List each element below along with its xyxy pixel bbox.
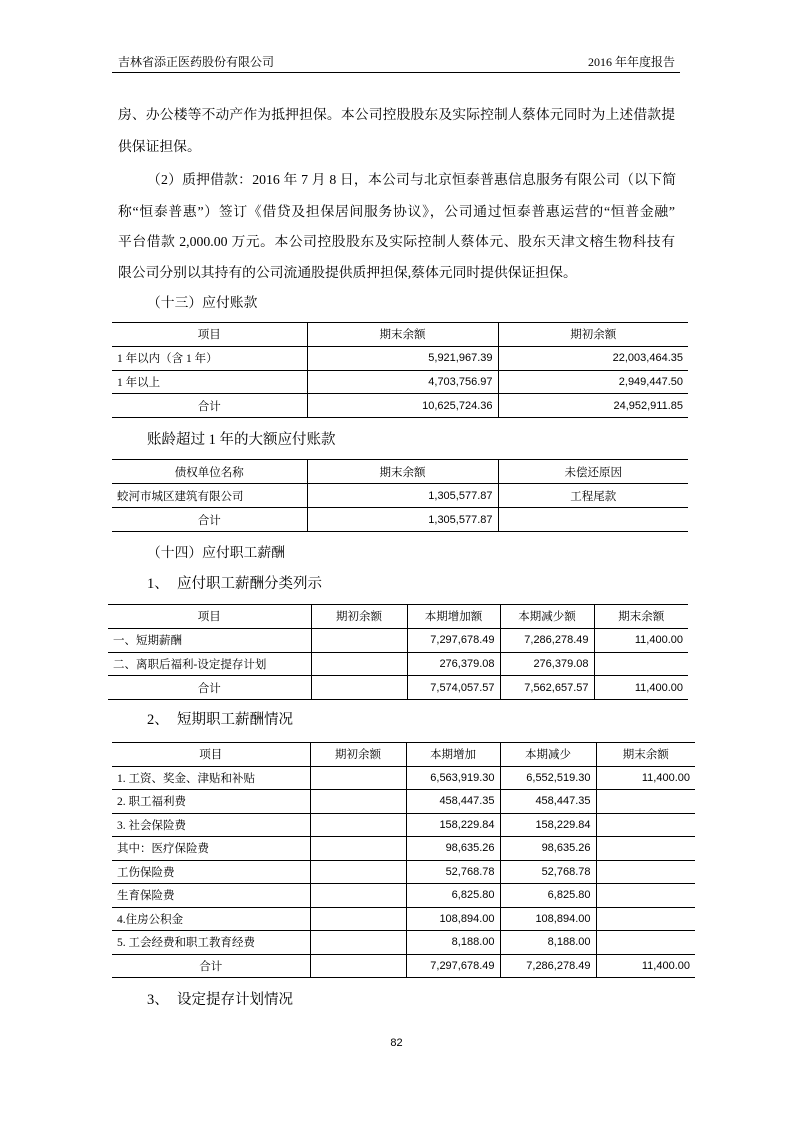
amount-cell: 24,952,911.85: [498, 394, 688, 418]
table-total-row: [112, 394, 688, 418]
table-total-row: [108, 676, 688, 700]
amount-cell: [596, 790, 695, 814]
subsection-heading: [147, 710, 293, 730]
table-total-row: [112, 508, 688, 532]
amount-cell: 11,400.00: [596, 766, 695, 790]
item-cell: 1 年以上: [112, 370, 307, 394]
page-number: 82: [390, 1037, 403, 1049]
item-cell: 合计: [112, 954, 310, 978]
amount-cell: 52,768.78: [500, 860, 596, 884]
amount-cell: [311, 676, 407, 700]
amount-cell: 98,635.26: [500, 837, 596, 861]
item-cell: 1 年以内（含 1 年）: [112, 346, 307, 370]
table-row: [112, 790, 695, 814]
item-cell: 2. 职工福利费: [112, 790, 310, 814]
column-header: 本期增加: [406, 743, 500, 767]
amount-cell: 8,188.00: [406, 931, 500, 955]
paragraph-line: 平台借款 2,000.00 万元。本公司控股股东及实际控制人蔡体元、股东天津文榕生物科技有: [118, 234, 675, 249]
item-cell: 一、短期薪酬: [108, 628, 311, 652]
table-row: [108, 652, 688, 676]
reason-cell: 工程尾款: [498, 484, 688, 508]
amount-cell: 7,562,657.57: [500, 676, 594, 700]
amount-cell: 11,400.00: [594, 676, 688, 700]
reason-cell: [498, 508, 688, 532]
table-row: [112, 484, 688, 508]
subsection-title: 短期职工薪酬情况: [177, 712, 293, 728]
report-title: 2016 年年度报告: [587, 55, 675, 69]
column-header: 期末余额: [307, 323, 498, 347]
amount-cell: 10,625,724.36: [307, 394, 498, 418]
table-row: [108, 628, 688, 652]
column-header: 期初余额: [311, 605, 407, 629]
amount-cell: [310, 766, 406, 790]
column-header: 债权单位名称: [112, 460, 307, 484]
paragraph-line: 房、办公楼等不动产作为抵押担保。本公司控股股东及实际控制人蔡体元同时为上述借款提: [118, 107, 675, 122]
table-row: [112, 370, 688, 394]
column-header: 未偿还原因: [498, 460, 688, 484]
paragraph-line: 限公司分别以其持有的公司流通股提供质押担保,蔡体元同时提供保证担保。: [118, 265, 577, 280]
item-cell: 其中：医疗保险费: [112, 837, 310, 861]
amount-cell: [596, 931, 695, 955]
creditor-cell: 蛟河市城区建筑有限公司: [112, 484, 307, 508]
amount-cell: 276,379.08: [500, 652, 594, 676]
table-row: [112, 860, 695, 884]
subsection-heading: [147, 574, 322, 594]
table-header-row: [112, 323, 688, 347]
table-header-row: [112, 743, 695, 767]
amount-cell: 11,400.00: [596, 954, 695, 978]
paragraph-line: 供保证担保。: [118, 139, 201, 154]
table-row: [112, 931, 695, 955]
amount-cell: [596, 907, 695, 931]
subsection-heading: 账龄超过 1 年的大额应付账款: [147, 432, 336, 448]
amount-cell: 4,703,756.97: [307, 370, 498, 394]
amount-cell: [310, 884, 406, 908]
amount-cell: 6,563,919.30: [406, 766, 500, 790]
amount-cell: 276,379.08: [407, 652, 500, 676]
amount-cell: [310, 813, 406, 837]
amount-cell: 7,286,278.49: [500, 954, 596, 978]
column-header: 项目: [108, 605, 311, 629]
table-row: [112, 346, 688, 370]
column-header: 期末余额: [596, 743, 695, 767]
short-term-pay-table: [112, 742, 695, 978]
amount-cell: 1,305,577.87: [307, 484, 498, 508]
column-header: 期末余额: [594, 605, 688, 629]
table-row: [112, 884, 695, 908]
subsection-heading: [147, 990, 293, 1010]
item-cell: 合计: [108, 676, 311, 700]
column-header: 本期增加额: [407, 605, 500, 629]
amount-cell: 108,894.00: [500, 907, 596, 931]
amount-cell: [596, 813, 695, 837]
item-cell: 5. 工会经费和职工教育经费: [112, 931, 310, 955]
amount-cell: 158,229.84: [406, 813, 500, 837]
section-heading: （十四）应付职工薪酬: [147, 545, 285, 560]
amount-cell: 1,305,577.87: [307, 508, 498, 532]
amount-cell: [594, 652, 688, 676]
table-row: [112, 907, 695, 931]
section-heading: （十三）应付账款: [147, 295, 258, 310]
amount-cell: 458,447.35: [500, 790, 596, 814]
item-cell: 1. 工资、奖金、津贴和补贴: [112, 766, 310, 790]
column-header: 期初余额: [498, 323, 688, 347]
amount-cell: [596, 884, 695, 908]
company-name: 吉林省添正医药股份有限公司: [118, 55, 275, 69]
column-header: 期初余额: [310, 743, 406, 767]
table-row: [112, 766, 695, 790]
item-cell: 4.住房公积金: [112, 907, 310, 931]
amount-cell: 108,894.00: [406, 907, 500, 931]
amount-cell: [596, 860, 695, 884]
item-cell: 合计: [112, 394, 307, 418]
amount-cell: 7,297,678.49: [406, 954, 500, 978]
amount-cell: 11,400.00: [594, 628, 688, 652]
table-row: [112, 813, 695, 837]
paragraph-line: 称“恒泰普惠”）签订《借贷及担保居间服务协议》，公司通过恒泰普惠运营的“恒普金融”: [118, 204, 675, 219]
item-cell: 3. 社会保险费: [112, 813, 310, 837]
subsection-number: 2、: [147, 712, 169, 728]
amount-cell: [311, 628, 407, 652]
column-header: 本期减少额: [500, 605, 594, 629]
item-cell: 二、离职后福利-设定提存计划: [108, 652, 311, 676]
amount-cell: 7,286,278.49: [500, 628, 594, 652]
amount-cell: 6,825.80: [500, 884, 596, 908]
header-rule: [112, 72, 680, 73]
amount-cell: 2,949,447.50: [498, 370, 688, 394]
table-row: [112, 837, 695, 861]
amount-cell: [596, 837, 695, 861]
amount-cell: 5,921,967.39: [307, 346, 498, 370]
subsection-title: 应付职工薪酬分类列示: [177, 576, 322, 592]
amount-cell: [310, 860, 406, 884]
column-header: 期末余额: [307, 460, 498, 484]
table-total-row: [112, 954, 695, 978]
amount-cell: 8,188.00: [500, 931, 596, 955]
amount-cell: 52,768.78: [406, 860, 500, 884]
amount-cell: 458,447.35: [406, 790, 500, 814]
paragraph-line: （2）质押借款：2016 年 7 月 8 日，本公司与北京恒泰普惠信息服务有限公司（以下简: [147, 172, 676, 187]
amount-cell: 6,825.80: [406, 884, 500, 908]
item-cell: 生育保险费: [112, 884, 310, 908]
amount-cell: [310, 954, 406, 978]
creditor-cell: 合计: [112, 508, 307, 532]
amount-cell: [310, 837, 406, 861]
subsection-number: 3、: [147, 992, 169, 1008]
item-cell: 工伤保险费: [112, 860, 310, 884]
subsection-title: 设定提存计划情况: [177, 992, 293, 1008]
column-header: 本期减少: [500, 743, 596, 767]
amount-cell: 6,552,519.30: [500, 766, 596, 790]
amount-cell: 98,635.26: [406, 837, 500, 861]
amount-cell: 22,003,464.35: [498, 346, 688, 370]
amount-cell: [310, 907, 406, 931]
table-header-row: [112, 460, 688, 484]
amount-cell: 7,297,678.49: [407, 628, 500, 652]
subsection-number: 1、: [147, 576, 169, 592]
column-header: 项目: [112, 323, 307, 347]
amount-cell: [311, 652, 407, 676]
column-header: 项目: [112, 743, 310, 767]
amount-cell: [310, 790, 406, 814]
table-header-row: [108, 605, 688, 629]
amount-cell: [310, 931, 406, 955]
large-payables-table: [112, 459, 688, 532]
amount-cell: 158,229.84: [500, 813, 596, 837]
amount-cell: 7,574,057.57: [407, 676, 500, 700]
accounts-payable-table: [112, 322, 688, 418]
employee-pay-table: [108, 604, 688, 700]
